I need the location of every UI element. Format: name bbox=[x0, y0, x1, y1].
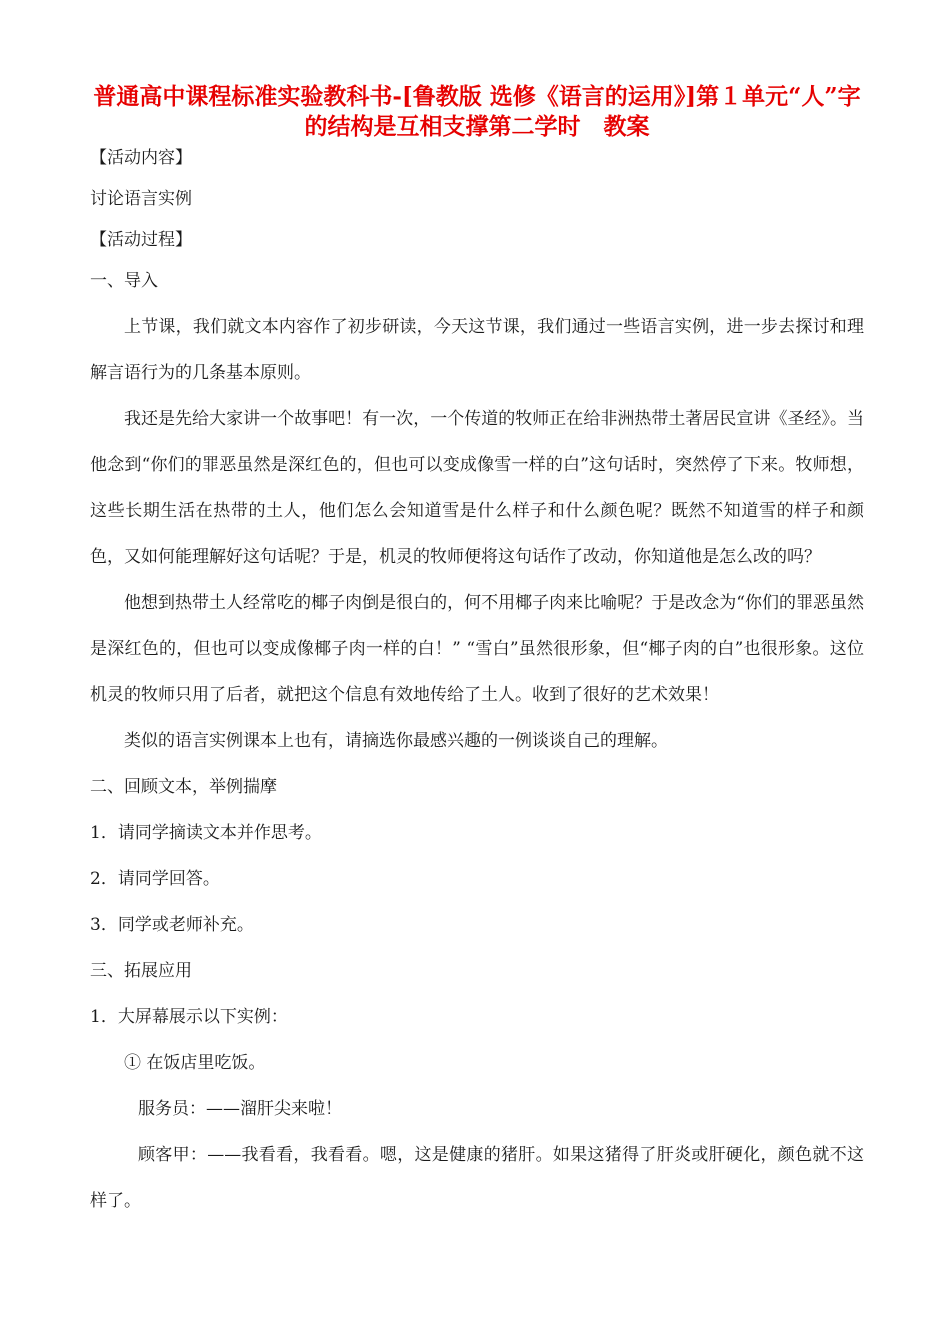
part2-heading: 二、回顾文本，举例揣摩 bbox=[90, 777, 277, 797]
part1-heading: 一、导入 bbox=[90, 271, 158, 291]
part3-heading: 三、拓展应用 bbox=[90, 961, 192, 981]
example-1-title: ① 在饭店里吃饭。 bbox=[124, 1053, 266, 1073]
list-item: 3．同学或老师补充。 bbox=[90, 915, 254, 935]
list-item: 2．请同学回答。 bbox=[90, 869, 220, 889]
part1-paragraph-1: 上节课，我们就文本内容作了初步研读，今天这节课，我们通过一些语言实例，进一步去探讨和理解言语行为的几条基本原则。 bbox=[90, 317, 864, 383]
list-item: 1．请同学摘读文本并作思考。 bbox=[90, 823, 322, 843]
part1-paragraph-3: 他想到热带土人经常吃的椰子肉倒是很白的，何不用椰子肉来比喻呢？于是改念为“你们的罪恶虽然是深红色的，但也可以变成像椰子肉一样的白！” “雪白”虽然很形象，但“椰子肉的白”也很形象。这位机灵的牧师只用了后者，就把这个信息有效地传给了土人。收到了很好的艺术效果！ bbox=[90, 593, 864, 705]
part1-paragraph-4: 类似的语言实例课本上也有，请摘选你最感兴趣的一例谈谈自己的理解。 bbox=[124, 731, 668, 751]
section-content-text: 讨论语言实例 bbox=[90, 189, 192, 209]
part1-paragraph-2: 我还是先给大家讲一个故事吧！有一次，一个传道的牧师正在给非洲热带土著居民宣讲《圣经》。当他念到“你们的罪恶虽然是深红色的，但也可以变成像雪一样的白”这句话时，突然停了下来。牧师想，这些长期生活在热带的土人，他们怎么会知道雪是什么样子和什么颜色呢？既然不知道雪的样子和颜色，又如何能理解好这句话呢？于是，机灵的牧师便将这句话作了改动，你知道他是怎么改的吗？ bbox=[90, 409, 864, 567]
part3-item-1: 1．大屏幕展示以下实例： bbox=[90, 1007, 288, 1027]
section-process-header: 【活动过程】 bbox=[90, 230, 192, 250]
example-1-customer-line: 顾客甲：——我看看，我看看。嗯，这是健康的猪肝。如果这猪得了肝炎或肝硬化，颜色就不这样了。 bbox=[90, 1145, 864, 1211]
section-content-header: 【活动内容】 bbox=[90, 148, 192, 168]
example-1-waiter-line: 服务员：——溜肝尖来啦！ bbox=[138, 1099, 342, 1119]
document-title: 普通高中课程标准实验教科书-[鲁教版 选修《语言的运用》]第１单元“人”字的结构是互相支撑第二学时 教案 bbox=[93, 83, 861, 140]
